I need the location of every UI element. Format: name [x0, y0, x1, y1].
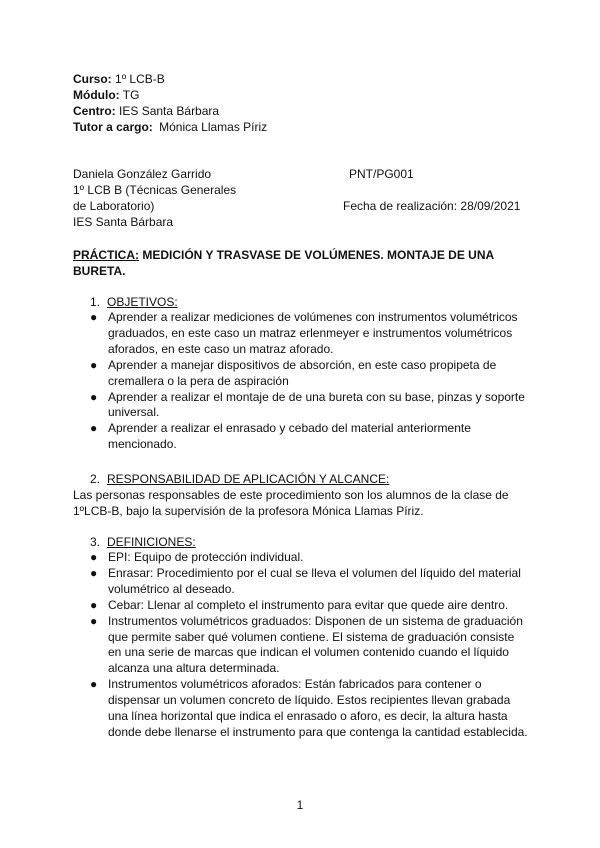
responsabilidad-paragraph: Las personas responsables de este procedimiento son los alumnos de la clase de 1ºLCB-B, bajo la supervisión de la profesora Mónica Llamas Píriz. [73, 488, 509, 518]
list-item: ● Instrumentos volumétricos aforados: Están fabricados para contener o dispensar un volumen concreto de líquido. Estos recipientes llevan grabada una línea horizontal que indica el enrasado o aforo, es decir, la altura hasta donde debe llenarse el instrumento para que contenga la cantidad establecida. [90, 677, 528, 739]
list-item: ● Aprender a realizar mediciones de volúmenes con instrumentos volumétricos graduados, en este caso un matraz erlenmeyer e instrumentos volumétricos aforados, en este caso un matraz aforado. [90, 310, 518, 356]
list-item: ● Enrasar: Procedimiento por el cual se lleva el volumen del líquido del material volumétrico al deseado. [90, 565, 521, 596]
list-item: ● Aprender a realizar el enrasado y cebado del material anteriormente mencionado. [90, 421, 471, 452]
modulo-label: Módulo: [73, 88, 120, 102]
section-number: 2. [90, 472, 101, 486]
bullet-icon: ● [90, 597, 98, 612]
author-name: Daniela González Garrido [73, 167, 212, 181]
practice-title [73, 247, 533, 279]
section-number: 3. [90, 535, 101, 549]
section-heading-text: OBJETIVOS: [107, 295, 178, 309]
curso-line [73, 71, 165, 87]
modulo-value: TG [122, 88, 140, 102]
tutor-label: Tutor a cargo: [73, 120, 153, 134]
section-definiciones-heading [90, 534, 196, 550]
curso-value: 1º LCB-B [115, 72, 165, 86]
doc-code: PNT/PG001 [349, 167, 414, 181]
author-course-line1: 1º LCB B (Técnicas Generales [73, 183, 237, 197]
bullet-icon: ● [90, 550, 98, 564]
bullet-icon: ● [90, 357, 98, 372]
section-responsabilidad-heading [90, 471, 389, 487]
objetivos-list [90, 310, 530, 453]
bullet-icon: ● [90, 310, 98, 324]
section-objetivos-heading [90, 294, 178, 310]
list-item: ● Aprender a manejar dispositivos de absorción, en este caso propipeta de cremallera o la pera de aspiración [90, 357, 497, 388]
centro-value: IES Santa Bárbara [119, 104, 220, 118]
definiciones-list [90, 550, 530, 741]
bullet-icon: ● [90, 389, 98, 404]
tutor-line [73, 119, 267, 135]
bullet-icon: ● [90, 613, 98, 628]
tutor-value: Mónica Llamas Píriz [159, 120, 268, 134]
list-item: ● Instrumentos volumétricos graduados: Disponen de un sistema de graduación que permite saber qué volumen contiene. El sistema de graduación consiste en una serie de marcas que indican el volumen contenido cuando el líquido alcanza una altura determinada. [90, 613, 523, 676]
practice-title-label: PRÁCTICA: [73, 248, 139, 262]
centro-line [73, 103, 219, 119]
section-heading-text: RESPONSABILIDAD DE APLICACIÓN Y ALCANCE: [107, 472, 390, 486]
author-school: IES Santa Bárbara [73, 215, 174, 229]
bullet-icon: ● [90, 677, 98, 692]
list-item: ● EPI: Equipo de protección individual. [90, 550, 304, 564]
bullet-icon: ● [90, 565, 98, 580]
page-number: 1 [296, 798, 304, 812]
date-text: Fecha de realización: 28/09/2021 [343, 199, 521, 213]
bullet-icon: ● [90, 421, 98, 436]
curso-label: Curso: [73, 72, 112, 86]
modulo-line [73, 87, 139, 103]
practice-title-text: MEDICIÓN Y TRASVASE DE VOLÚMENES. MONTAJE DE UNA BURETA. [73, 248, 494, 278]
section-number: 1. [90, 295, 101, 309]
list-item: ● Aprender a realizar el montaje de de una bureta con su base, pinzas y soporte universal. [90, 389, 525, 420]
list-item: ● Cebar: Llenar al completo el instrumento para evitar que quede aire dentro. [90, 597, 509, 612]
author-course-line2: de Laboratorio) [73, 199, 155, 213]
centro-label: Centro: [73, 104, 116, 118]
section-heading-text: DEFINICIONES: [107, 535, 196, 549]
